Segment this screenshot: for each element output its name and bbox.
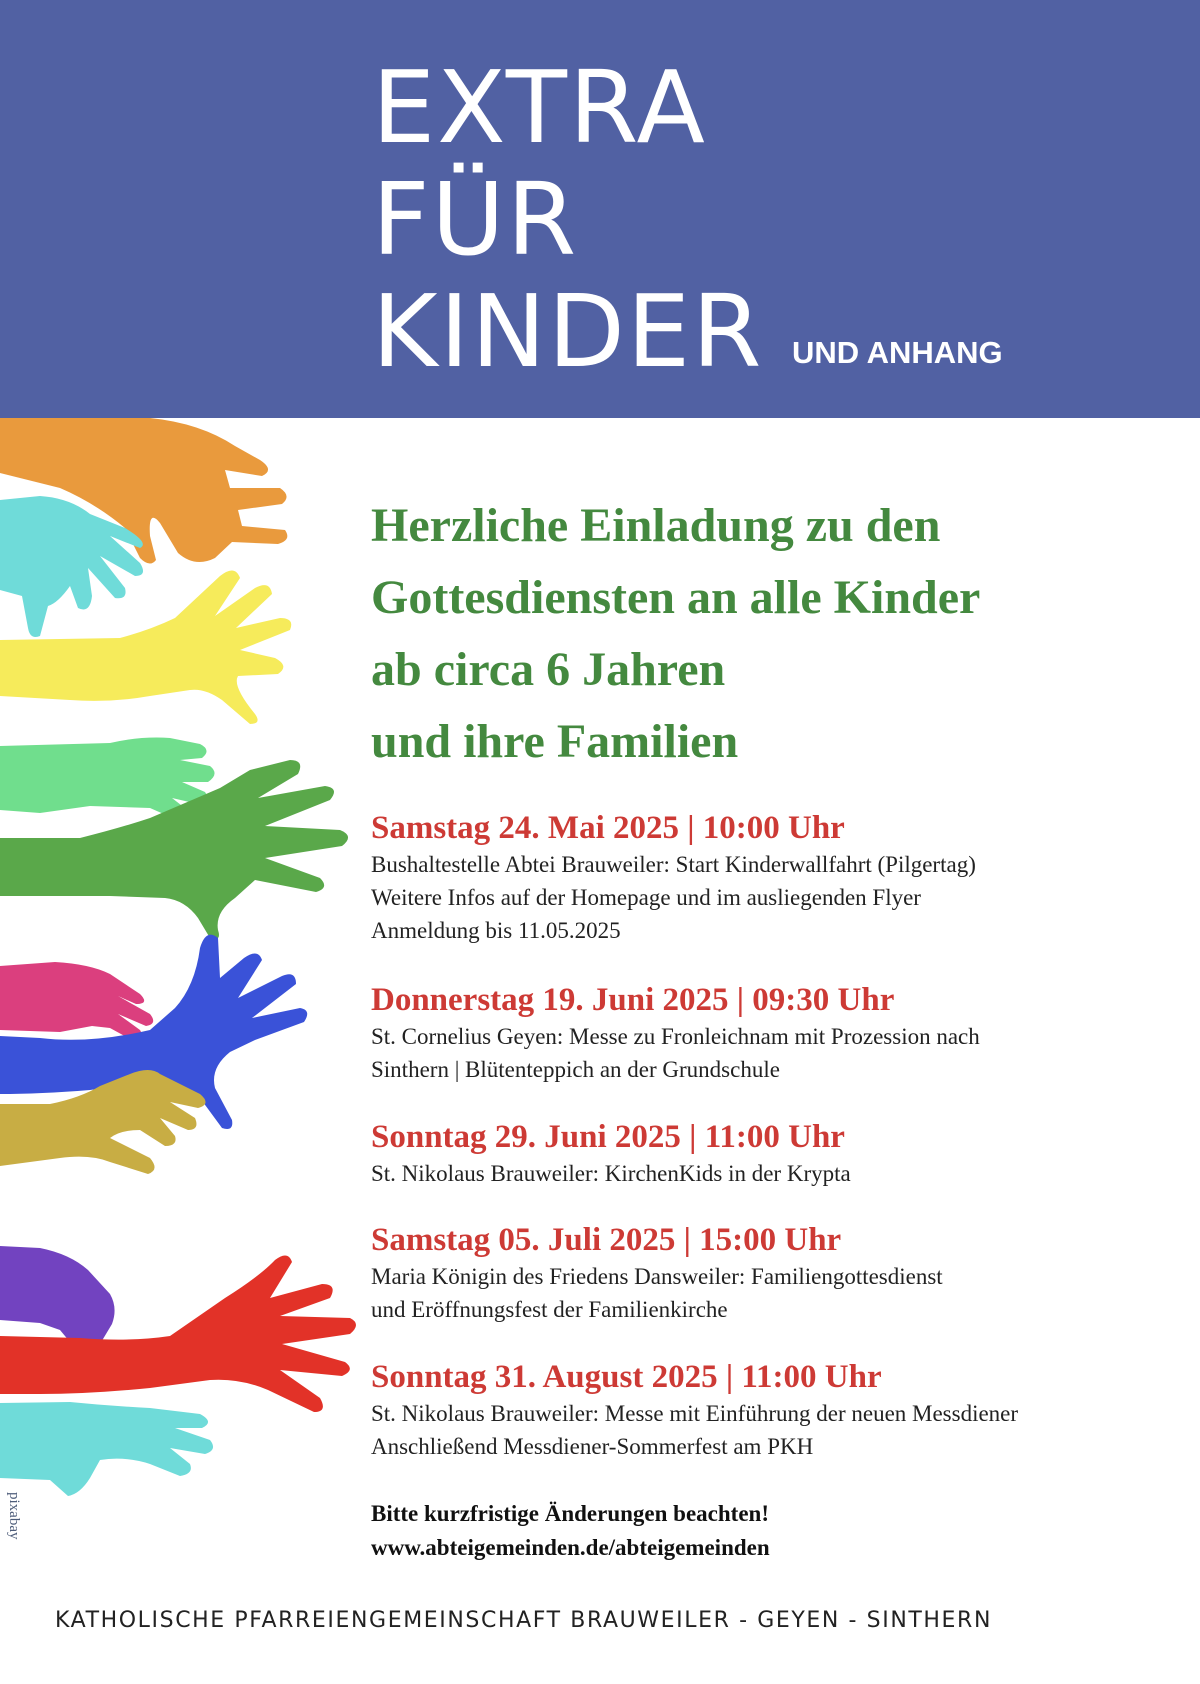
colorful-hands-illustration: [0, 418, 370, 1588]
event-5: [371, 1357, 1171, 1463]
header-banner: [0, 0, 1200, 418]
invitation-line-4: und ihre Familien: [371, 715, 739, 768]
invitation-heading: [371, 490, 1171, 778]
event-date: Donnerstag 19. Juni 2025 | 09:30 Uhr: [371, 982, 895, 1018]
event-description-line: Bushaltestelle Abtei Brauweiler: Start Kinderwallfahrt (Pilgertag): [371, 852, 976, 877]
title-line-3: KINDER: [372, 273, 764, 390]
event-date: Samstag 05. Juli 2025 | 15:00 Uhr: [371, 1222, 842, 1258]
event-description-line: Anschließend Messdiener-Sommerfest am PKH: [371, 1434, 814, 1459]
notice-block: [371, 1497, 770, 1565]
title-line-1: EXTRA: [372, 49, 707, 166]
title-line-2: FÜR: [372, 161, 579, 278]
notice-changes: Bitte kurzfristige Änderungen beachten!: [371, 1501, 769, 1526]
event-description-line: St. Cornelius Geyen: Messe zu Fronleichnam mit Prozession nach: [371, 1024, 980, 1049]
invitation-line-2: Gottesdiensten an alle Kinder: [371, 571, 981, 624]
event-description-line: St. Nikolaus Brauweiler: Messe mit Einführung der neuen Messdiener: [371, 1401, 1019, 1426]
image-credit: pixabay: [6, 1492, 22, 1540]
event-3: [371, 1117, 1171, 1190]
website-link[interactable]: www.abteigemeinden.de/abteigemeinden: [371, 1535, 770, 1560]
footer-parish-name: KATHOLISCHE PFARREIENGEMEINSCHAFT BRAUWEILER - GEYEN - SINTHERN: [55, 1608, 993, 1633]
event-description-line: Weitere Infos auf der Homepage und im ausliegenden Flyer: [371, 885, 921, 910]
event-date: Samstag 24. Mai 2025 | 10:00 Uhr: [371, 810, 845, 846]
invitation-line-1: Herzliche Einladung zu den: [371, 499, 941, 552]
event-date: Sonntag 31. August 2025 | 11:00 Uhr: [371, 1359, 882, 1395]
event-description-line: Sinthern | Blütenteppich an der Grundschule: [371, 1057, 780, 1082]
event-description-line: Maria Königin des Friedens Dansweiler: Familiengottesdienst: [371, 1264, 943, 1289]
event-4: [371, 1220, 1171, 1326]
event-date: Sonntag 29. Juni 2025 | 11:00 Uhr: [371, 1119, 845, 1155]
invitation-line-3: ab circa 6 Jahren: [371, 643, 726, 696]
event-2: [371, 980, 1171, 1086]
hand-pink: [0, 962, 153, 1040]
event-1: [371, 808, 1171, 947]
event-description-line: St. Nikolaus Brauweiler: KirchenKids in der Krypta: [371, 1161, 851, 1186]
event-description-line: und Eröffnungsfest der Familienkirche: [371, 1297, 728, 1322]
hand-cyan-bottom: [0, 1402, 213, 1496]
event-description-line: Anmeldung bis 11.05.2025: [371, 918, 621, 943]
title-subtitle: UND ANHANG: [792, 335, 1003, 370]
